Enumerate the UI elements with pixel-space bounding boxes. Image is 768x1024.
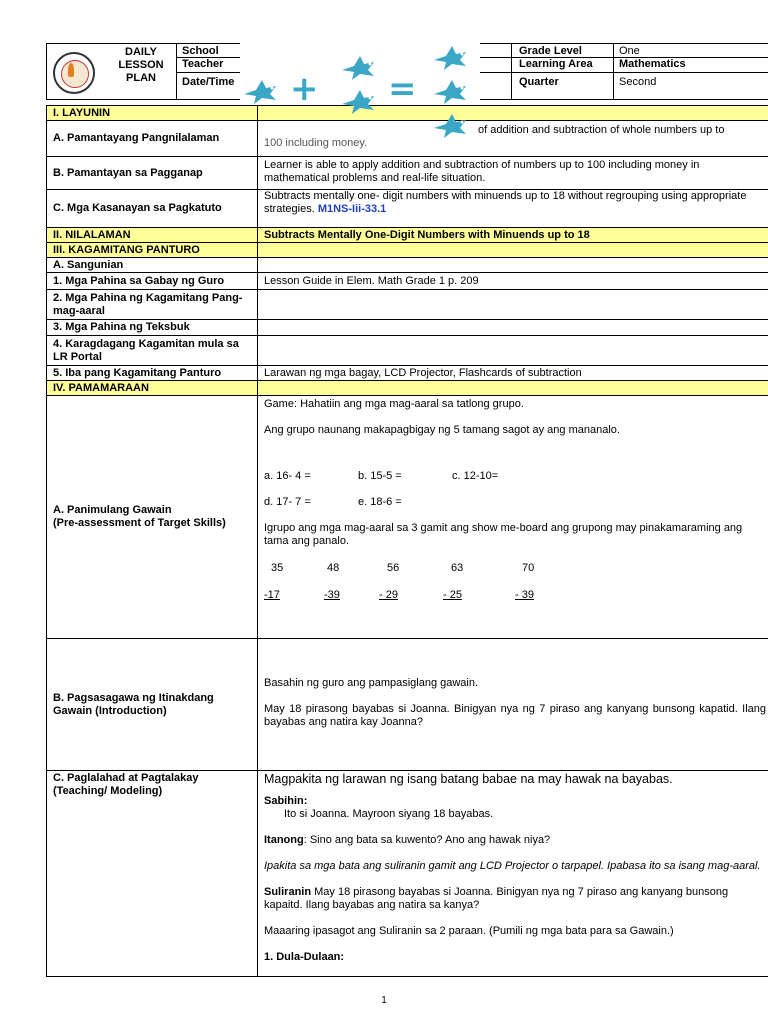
bird-icon (244, 80, 276, 104)
row-text: Lesson Guide in Elem. Math Grade 1 p. 209 (257, 273, 768, 289)
datetime-label: Date/Time (182, 76, 235, 88)
row-kasanayan (47, 190, 768, 228)
row-label: A. Panimulang Gawain (53, 504, 172, 516)
bird-icon (434, 80, 466, 104)
competency-code: M1NS-Iii-33.1 (317, 203, 387, 215)
row-lr-portal (47, 336, 768, 366)
minuend: 70 (522, 562, 535, 574)
exercise-item: a. 16- 4 = (264, 470, 311, 482)
row-gabay (47, 273, 768, 290)
learning-area-label: Learning Area (519, 58, 593, 70)
dlp-title-line-3: PLAN (126, 72, 156, 84)
grade-level-value: One (619, 45, 640, 57)
bird-icon (434, 46, 466, 70)
subtrahend: -17 (264, 589, 280, 601)
plus-icon: + (290, 69, 319, 109)
row-label: C. Paglalahad at Pagtalakay (53, 772, 199, 784)
lesson-plan-table (46, 105, 768, 977)
row-text: of addition and subtraction of whole numbers up to (478, 124, 725, 136)
exercise-item: c. 12-10= (452, 470, 499, 482)
row-label: 2. Mga Pahina ng Kagamitang Pang-mag-aaral (53, 291, 243, 317)
minuend: 35 (271, 562, 284, 574)
itanong-text: : Sino ang bata sa kuwento? Ano ang hawak niya? (303, 834, 551, 846)
row-label: A. Pamantayang Pangnilalaman (53, 132, 220, 144)
bird-icon (342, 90, 374, 114)
nilalaman-text: Subtracts Mentally One-Digit Numbers with Minuends up to 18 (257, 228, 768, 242)
section-heading: IV. PAMAMARAAN (53, 381, 149, 394)
subtrahend: - 39 (515, 589, 534, 601)
equals-icon: = (388, 69, 417, 109)
birds-equation-graphic (240, 40, 480, 140)
subtrahend: -39 (324, 589, 340, 601)
row-text: Larawan ng mga bagay, LCD Projector, Flashcards of subtraction (257, 366, 768, 380)
section-pamamaraan (47, 381, 768, 396)
suliranin-text: May 18 pirasong bayabas si Joanna. Binigyan nya ng 7 piraso ang kanyang bunsong kapaitd. Ilang bayabas ang natira sa kanya? (264, 886, 729, 911)
row-sangunian (47, 258, 768, 273)
row-label: 3. Mga Pahina ng Teksbuk (53, 321, 190, 333)
suliranin-heading: Suliranin (264, 886, 312, 898)
subtrahend: - 29 (379, 589, 398, 601)
row-text: Learner is able to apply addition and subtraction of numbers up to 100 including money in mathematical problems and real-life situation. (257, 157, 768, 189)
bird-icon (434, 114, 466, 138)
sabihin-text: Ito si Joanna. Mayroon siyang 18 bayabas. (284, 808, 494, 820)
school-seal-logo (53, 52, 95, 94)
dlp-title-line-1: DAILY (125, 46, 157, 58)
ipakita-text: Ipakita sa mga bata ang suliranin gamit ang LCD Projector o tarpapel. Ipabasa ito sa isang mag-aaral. (264, 860, 761, 872)
quarter-value: Second (619, 76, 657, 88)
paglalahad-intro: Magpakita ng larawan ng isang batang babae na may hawak na bayabas. (264, 772, 673, 786)
section-heading: III. KAGAMITANG PANTURO (53, 243, 200, 256)
sabihin-heading: Sabihin: (264, 795, 308, 807)
row-label: A. Sangunian (53, 258, 124, 271)
pagsasagawa-problem: May 18 pirasong bayabas si Joanna. Binigyan nya ng 7 piraso ang kanyang bunsong kapatid. Ilang bayabas ang natira kay Joanna? (264, 703, 766, 728)
row-label-sub: Gawain (Introduction) (53, 704, 167, 717)
row-panimulang-gawain (47, 396, 768, 639)
section-heading: I. LAYUNIN (53, 106, 111, 119)
row-label: 4. Karagdagang Kagamitan mula sa LR Portal (53, 337, 239, 363)
minuend: 48 (327, 562, 340, 574)
grade-level-label: Grade Level (519, 45, 582, 57)
row-label: B. Pagsasagawa ng Itinakdang (53, 691, 214, 704)
row-label-sub: (Pre-assessment of Target Skills) (53, 517, 226, 529)
row-paglalahad (47, 771, 768, 977)
dlp-title-line-2: LESSON (118, 59, 164, 71)
exercise-item: b. 15-5 = (358, 470, 402, 482)
dula-dulaan-heading: 1. Dula-Dulaan: (264, 951, 345, 963)
teacher-label: Teacher (182, 58, 224, 70)
bird-icon (342, 56, 374, 80)
subtrahend: - 25 (443, 589, 462, 601)
minuend: 56 (387, 562, 400, 574)
page-number: 1 (381, 995, 387, 1006)
birds-addition-illustration (240, 40, 480, 109)
section-heading: II. NILALAMAN (53, 228, 131, 241)
row-label: C. Mga Kasanayan sa Pagkatuto (53, 202, 222, 214)
maaaring-text: Maaaring ipasagot ang Suliranin sa 2 paraan. (Pumili ng mga bata para sa Gawain.) (264, 925, 674, 937)
school-label: School (182, 45, 219, 57)
row-pang-mag-aaral (47, 290, 768, 320)
row-text: Subtracts mentally one- digit numbers with minuends up to 18 without regrouping using appropriate strategies. (264, 190, 747, 215)
row-label: B. Pamantayan sa Pagganap (53, 166, 203, 179)
igrupo-text: Igrupo ang mga mag-aaral sa 3 gamit ang show me-board ang grupong may pinakamaraming ang tama ang panalo. (264, 522, 743, 547)
learning-area-value: Mathematics (619, 58, 686, 70)
row-text-continued: 100 including money. (264, 137, 368, 149)
row-label: 5. Iba pang Kagamitang Panturo (53, 366, 222, 379)
itanong-heading: Itanong (264, 834, 304, 846)
section-nilalaman (47, 228, 768, 243)
row-iba-pang-kagamitan (47, 366, 768, 381)
row-teksbuk (47, 320, 768, 336)
game-text: Game: Hahatiin ang mga mag-aaral sa tatlong grupo. (264, 398, 524, 410)
quarter-label: Quarter (519, 76, 559, 88)
row-label-sub: (Teaching/ Modeling) (53, 785, 163, 797)
row-pamantayan-pagganap (47, 157, 768, 190)
exercise-item: e. 18-6 = (358, 496, 402, 508)
minuend: 63 (451, 562, 464, 574)
pagsasagawa-instruction: Basahin ng guro ang pampasiglang gawain. (264, 677, 479, 689)
exercise-item: d. 17- 7 = (264, 496, 311, 508)
grupo-text: Ang grupo naunang makapagbigay ng 5 tamang sagot ay ang mananalo. (264, 424, 620, 436)
row-pagsasagawa (47, 639, 768, 771)
section-kagamitan (47, 243, 768, 258)
row-label: 1. Mga Pahina sa Gabay ng Guro (53, 274, 225, 287)
